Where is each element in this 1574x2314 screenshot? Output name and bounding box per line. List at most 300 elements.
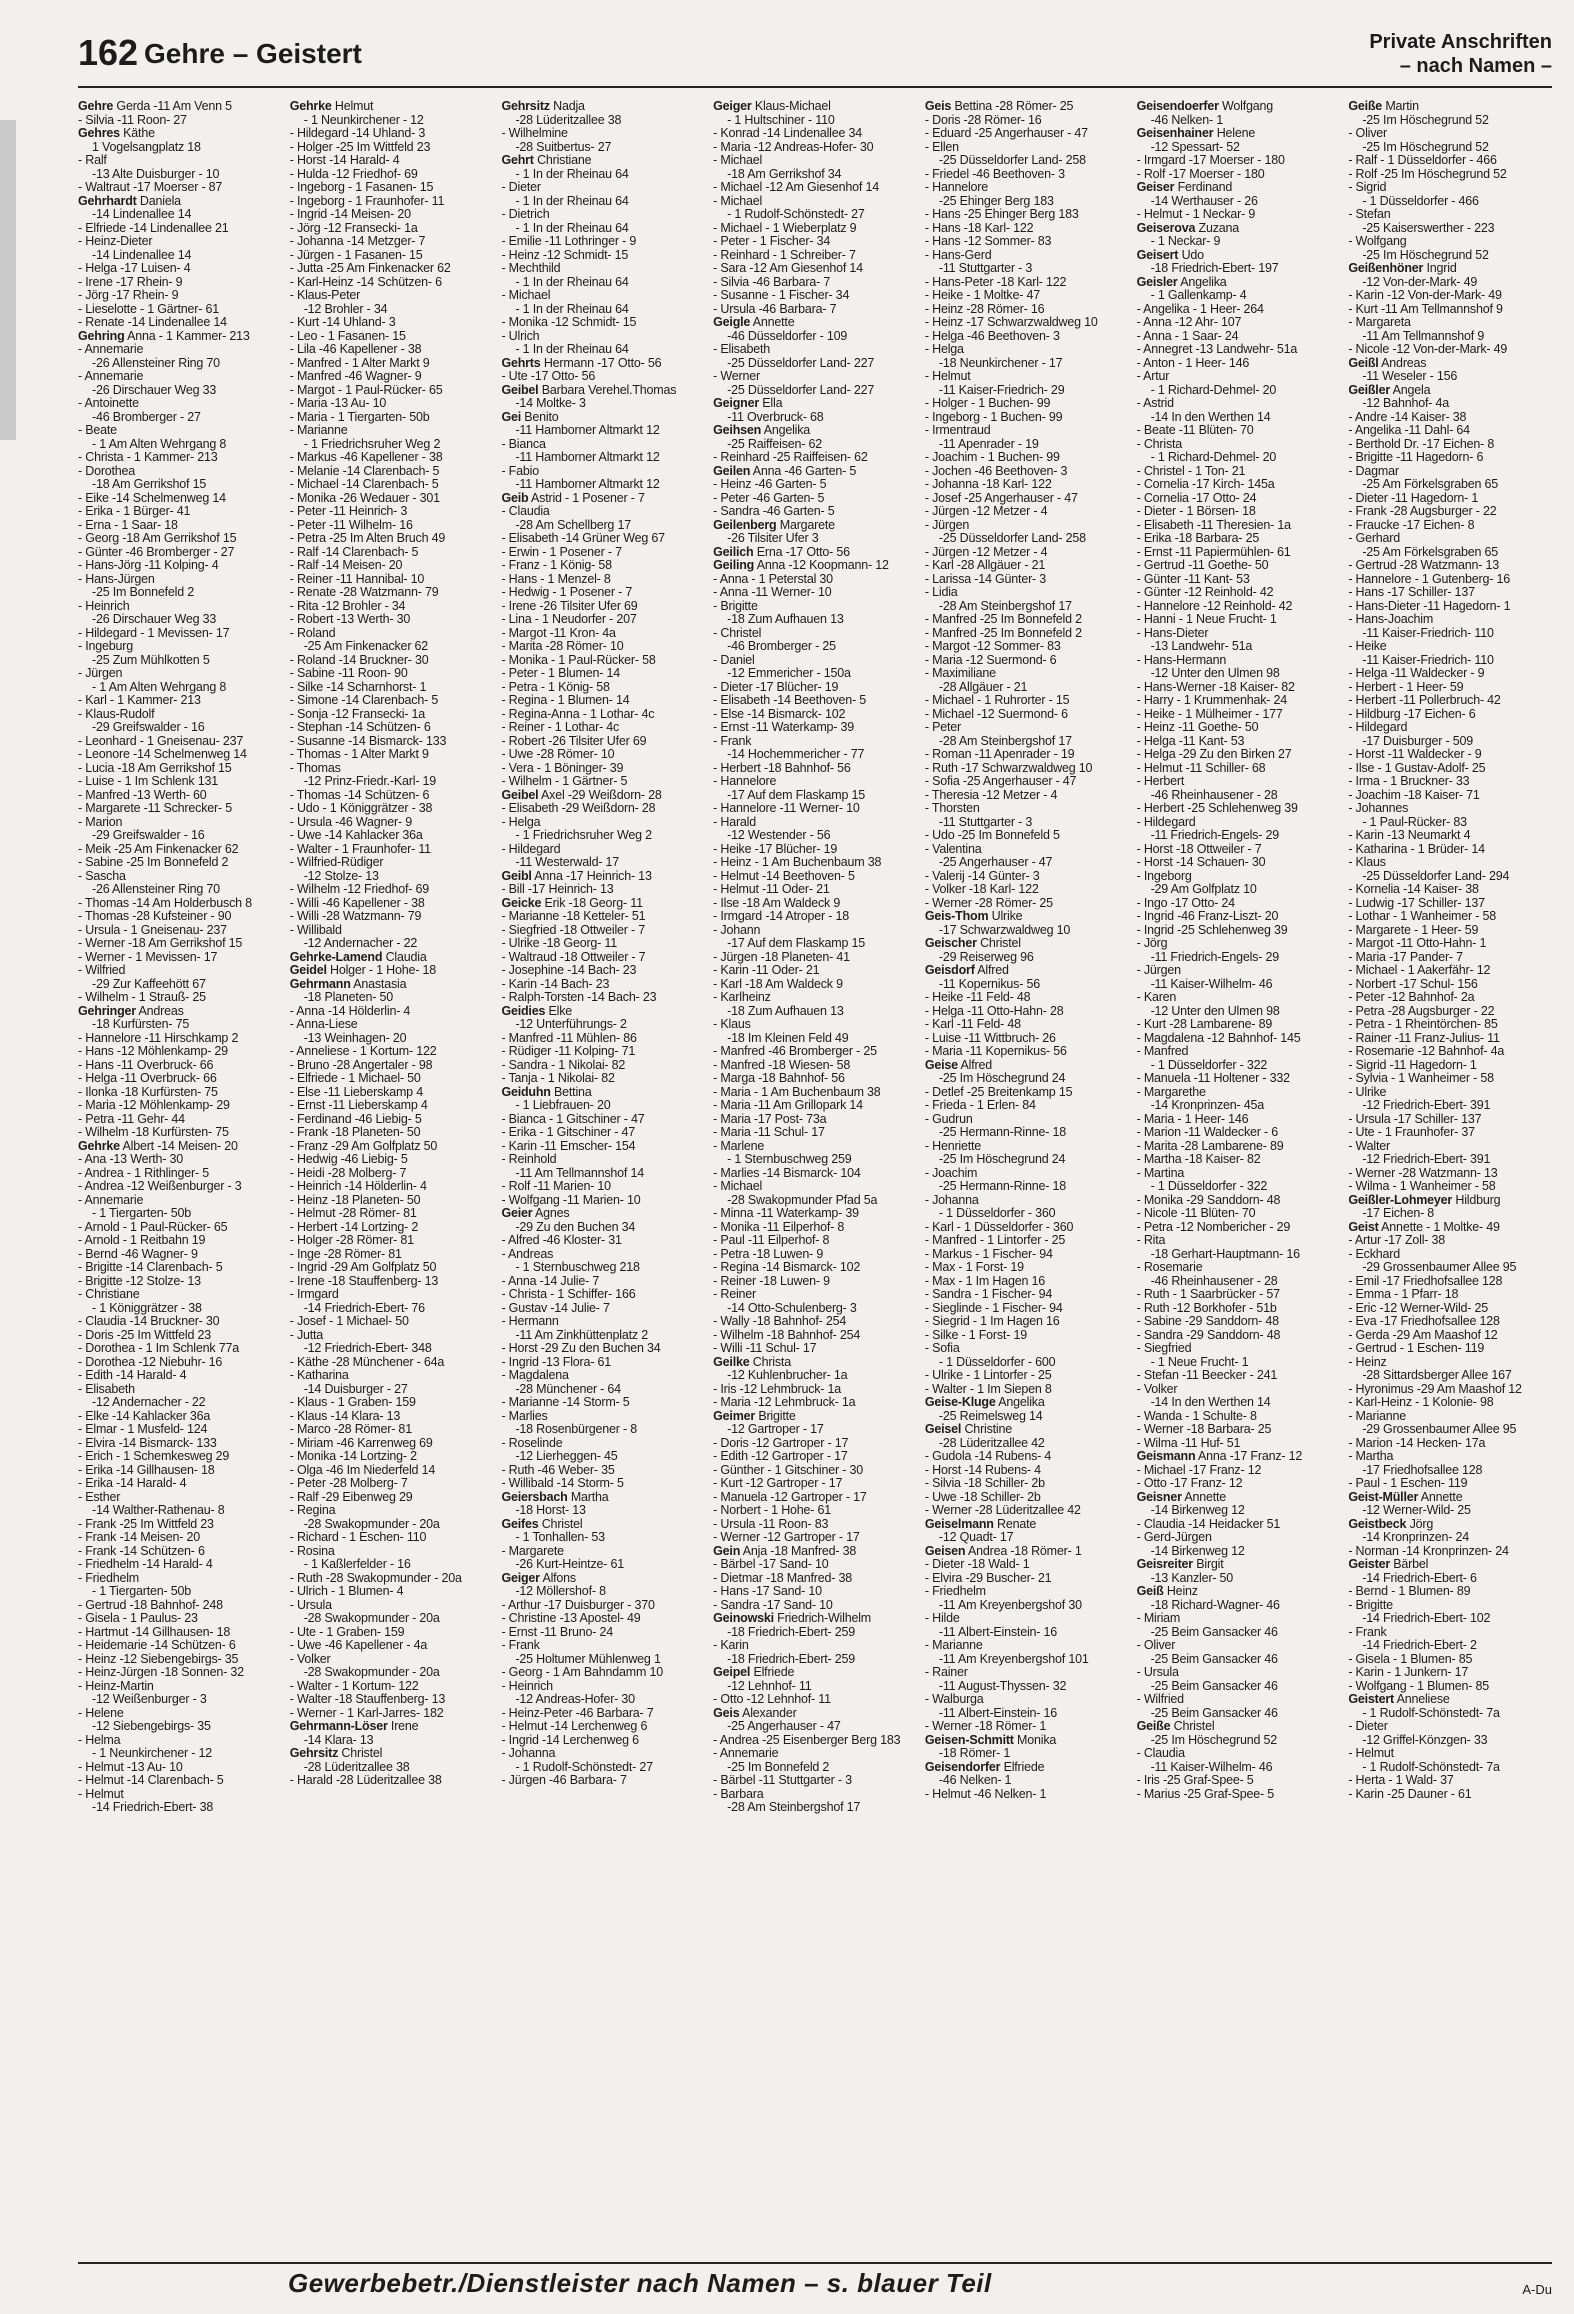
directory-entry xyxy=(713,343,917,357)
entry-text: - Ursula xyxy=(289,1598,332,1612)
directory-entry xyxy=(78,762,282,776)
directory-entry xyxy=(925,708,1129,722)
entry-text: - Herta - 1 Wald- 37 xyxy=(1348,1774,1454,1787)
entry-text: - Luise - 1 Im Schlenk 131 xyxy=(78,775,219,788)
entry-text: - Harald xyxy=(713,815,757,829)
entry-text: - Sigrid xyxy=(1348,181,1387,194)
directory-entry xyxy=(1348,1680,1552,1694)
entry-text: -13 Weinhagen- 20 xyxy=(303,1031,407,1045)
entry-text: -18 Zum Aufhauen 13 xyxy=(727,1004,844,1018)
directory-entry xyxy=(78,937,282,951)
directory-entry xyxy=(925,910,1129,924)
entry-text: - Heike - 1 Mülheimer - 177 xyxy=(1136,707,1283,721)
directory-entry xyxy=(501,1734,705,1748)
entry-text: Käthe xyxy=(123,127,155,140)
entry-text: - Marion xyxy=(78,815,123,829)
entry-text: - Kurt -14 Uhland- 3 xyxy=(289,316,396,329)
entry-text: -17 Duisburger - 509 xyxy=(1362,734,1473,748)
surname: Geibl xyxy=(501,869,532,883)
entry-text: - Iris -12 Lehmbruck- 1a xyxy=(713,1382,842,1396)
directory-entry xyxy=(1137,1288,1341,1302)
directory-entry xyxy=(290,1693,494,1707)
directory-entry xyxy=(713,222,917,236)
directory-entry xyxy=(78,195,282,209)
entry-text: - Leo - 1 Fasanen- 15 xyxy=(289,329,406,343)
entry-text: - Andreas xyxy=(501,1247,554,1261)
directory-entry xyxy=(78,816,282,830)
entry-text: - Claudia -14 Bruckner- 30 xyxy=(78,1315,220,1328)
directory-entry xyxy=(925,532,1129,546)
directory-entry xyxy=(925,856,1129,870)
directory-entry xyxy=(290,991,494,1005)
directory-entry xyxy=(290,303,494,317)
directory-entry xyxy=(1348,384,1552,398)
entry-text: - Ernst -11 Lieberskamp 4 xyxy=(289,1099,428,1112)
surname: Geidel xyxy=(289,964,327,977)
directory-entry xyxy=(290,1180,494,1194)
entry-text: - Artur xyxy=(1136,370,1170,383)
directory-entry xyxy=(78,681,282,695)
directory-entry xyxy=(713,762,917,776)
entry-text: -46 Nelken- 1 xyxy=(1150,113,1224,127)
entry-text: -11 Hamborner Altmarkt 12 xyxy=(515,424,660,437)
directory-entry xyxy=(1348,1707,1552,1721)
directory-entry xyxy=(290,1653,494,1667)
entry-text: - Bianca - 1 Gitschiner - 47 xyxy=(501,1112,645,1126)
directory-entry xyxy=(713,424,917,438)
directory-entry xyxy=(1348,249,1552,263)
directory-entry xyxy=(501,289,705,303)
entry-text: - Helmut xyxy=(1348,1747,1394,1760)
directory-entry xyxy=(925,492,1129,506)
directory-entry xyxy=(290,748,494,762)
directory-entry xyxy=(290,1315,494,1329)
surname: Geiserova xyxy=(1136,221,1196,235)
directory-entry xyxy=(925,1099,1129,1113)
entry-text: -14 Friedrich-Ebert- 6 xyxy=(1362,1571,1477,1585)
directory-entry xyxy=(1348,1734,1552,1748)
entry-text: - Hannelore -12 Reinhold- 42 xyxy=(1136,599,1293,613)
directory-entry xyxy=(1348,1018,1552,1032)
directory-entry xyxy=(1348,1788,1552,1802)
directory-entry xyxy=(1137,1761,1341,1775)
entry-text: - Paul -11 Eilperhof- 8 xyxy=(713,1234,830,1247)
entry-text: - Helga -29 Zu den Birken 27 xyxy=(1136,748,1292,761)
entry-text: Anna -17 Franz- 12 xyxy=(1198,1450,1303,1463)
entry-text: - Doris -28 Römer- 16 xyxy=(924,113,1042,127)
surname: Gei xyxy=(501,410,521,424)
entry-text: Jörg xyxy=(1409,1517,1434,1531)
entry-text: - Sabine -25 Im Bonnefeld 2 xyxy=(78,856,229,869)
directory-entry xyxy=(290,1221,494,1235)
entry-text: - Peter xyxy=(924,721,961,734)
entry-text: - Gertrud -28 Watzmann- 13 xyxy=(1348,559,1499,572)
directory-entry xyxy=(78,775,282,789)
directory-entry xyxy=(501,1005,705,1019)
directory-entry xyxy=(1348,735,1552,749)
entry-text: Daniela xyxy=(139,194,181,208)
directory-entry xyxy=(713,1167,917,1181)
entry-text: - Angelika - 1 Heer- 264 xyxy=(1136,302,1264,316)
directory-entry xyxy=(78,1720,282,1734)
directory-entry xyxy=(925,411,1129,425)
directory-entry xyxy=(501,546,705,560)
directory-entry xyxy=(290,681,494,695)
directory-entry xyxy=(1137,802,1341,816)
directory-entry xyxy=(1137,1693,1341,1707)
entry-text: Anna - 1 Kammer- 213 xyxy=(127,329,250,343)
directory-entry xyxy=(501,411,705,425)
directory-entry xyxy=(501,951,705,965)
directory-entry xyxy=(925,276,1129,290)
entry-text: -11 Kaiser-Wilhelm- 46 xyxy=(1150,977,1273,991)
entry-text: - Ursula -11 Roon- 83 xyxy=(713,1517,829,1531)
directory-entry xyxy=(713,1680,917,1694)
directory-entry xyxy=(78,181,282,195)
directory-entry xyxy=(78,208,282,222)
surname: Geilenberg xyxy=(713,518,777,532)
directory-entry xyxy=(925,1383,1129,1397)
entry-text: - Wilhelmine xyxy=(501,127,568,140)
entry-text: - Rita xyxy=(1136,1234,1166,1247)
directory-entry xyxy=(290,1599,494,1613)
entry-text: -25 Beim Gansacker 46 xyxy=(1150,1625,1278,1639)
directory-entry xyxy=(501,762,705,776)
directory-entry xyxy=(925,478,1129,492)
directory-entry xyxy=(713,1693,917,1707)
entry-text: -12 Stolze- 13 xyxy=(303,869,379,883)
entry-text: - Karin -13 Neumarkt 4 xyxy=(1348,829,1471,842)
entry-text: Elfriede xyxy=(753,1666,795,1679)
entry-text: - Berthold Dr. -17 Eichen- 8 xyxy=(1348,437,1495,451)
entry-text: - Marianne -14 Storm- 5 xyxy=(501,1396,630,1409)
entry-text: -18 Neunkirchener - 17 xyxy=(938,356,1063,370)
entry-text: Heinz xyxy=(1166,1585,1198,1598)
directory-entry xyxy=(290,235,494,249)
surname: Gehre xyxy=(78,100,114,113)
entry-text: - Walter - 1 Fraunhofer- 11 xyxy=(289,842,431,856)
directory-entry xyxy=(78,1329,282,1343)
surname: Geisdorf xyxy=(924,964,975,977)
entry-text: - Lidia xyxy=(924,586,958,599)
directory-entry xyxy=(713,627,917,641)
directory-entry xyxy=(78,1707,282,1721)
directory-entry xyxy=(501,1072,705,1086)
entry-text: - Wally -18 Bahnhof- 254 xyxy=(713,1315,847,1328)
entry-text: - Stefan xyxy=(1348,208,1391,221)
entry-text: Hildburg xyxy=(1455,1193,1501,1207)
directory-entry xyxy=(713,870,917,884)
entry-text: - Claudia xyxy=(501,505,550,518)
entry-text: -14 Werthauser - 26 xyxy=(1150,194,1258,208)
directory-entry xyxy=(1348,208,1552,222)
directory-entry xyxy=(713,1734,917,1748)
entry-text: -12 Andreas-Hofer- 30 xyxy=(515,1693,635,1706)
entry-text: - 1 Tiergarten- 50b xyxy=(92,1585,192,1598)
directory-entry xyxy=(501,1059,705,1073)
directory-entry xyxy=(501,424,705,438)
directory-entry xyxy=(1137,1585,1341,1599)
entry-text: - Anna -12 Ahr- 107 xyxy=(1136,316,1242,329)
directory-entry xyxy=(1348,141,1552,155)
directory-entry xyxy=(501,1518,705,1532)
directory-entry xyxy=(1348,235,1552,249)
page-range-title: Gehre – Geistert xyxy=(144,38,362,69)
entry-text: - Friedhelm -14 Harald- 4 xyxy=(78,1558,213,1571)
entry-text: - 1 Neue Frucht- 1 xyxy=(1150,1355,1249,1369)
entry-text: - Siegrid - 1 Im Hagen 16 xyxy=(924,1315,1060,1328)
directory-entry xyxy=(501,1207,705,1221)
directory-entry xyxy=(290,1531,494,1545)
entry-text: - Wolfgang - 1 Blumen- 85 xyxy=(1348,1679,1489,1693)
entry-text: - Irmgard -14 Atroper - 18 xyxy=(713,910,849,923)
directory-entry xyxy=(925,1531,1129,1545)
directory-entry xyxy=(713,303,917,317)
directory-entry xyxy=(78,721,282,735)
entry-text: - Ingo -17 Otto- 24 xyxy=(1136,896,1235,910)
directory-entry xyxy=(78,829,282,843)
directory-entry xyxy=(1348,1423,1552,1437)
surname: Geisel xyxy=(924,1423,962,1436)
directory-entry xyxy=(1137,1788,1341,1802)
directory-entry xyxy=(501,1140,705,1154)
directory-entry xyxy=(501,870,705,884)
directory-entry xyxy=(925,613,1129,627)
directory-entry xyxy=(78,870,282,884)
directory-entry xyxy=(78,505,282,519)
directory-entry xyxy=(290,559,494,573)
entry-text: -28 Lüderitzallee 38 xyxy=(515,113,622,127)
directory-entry xyxy=(925,168,1129,182)
entry-text: Angelika xyxy=(763,424,811,437)
page-number: 162 xyxy=(78,32,139,73)
entry-text: - Anna -14 Julie- 7 xyxy=(501,1274,600,1288)
directory-entry xyxy=(1137,1261,1341,1275)
directory-entry xyxy=(290,438,494,452)
entry-text: - Maria -12 Suermond- 6 xyxy=(924,653,1057,667)
directory-entry xyxy=(290,465,494,479)
directory-entry xyxy=(501,1234,705,1248)
entry-text: - 1 Richard-Dehmel- 20 xyxy=(1150,383,1277,397)
directory-entry xyxy=(713,492,917,506)
directory-entry xyxy=(1348,1032,1552,1046)
entry-text: - Ruth -46 Weber- 35 xyxy=(501,1463,615,1477)
surname: Geiße xyxy=(1136,1720,1171,1733)
entry-text: - Gertrud -11 Goethe- 50 xyxy=(1136,559,1269,572)
directory-entry xyxy=(501,640,705,654)
directory-entry xyxy=(1137,1342,1341,1356)
entry-text: - Heike xyxy=(1348,640,1387,653)
entry-text: - Hulda -12 Friedhof- 69 xyxy=(289,167,418,181)
directory-entry xyxy=(290,343,494,357)
entry-text: - Frank xyxy=(713,734,752,748)
directory-entry xyxy=(1348,964,1552,978)
directory-entry xyxy=(290,1383,494,1397)
entry-text: - Bernd -46 Wagner- 9 xyxy=(78,1247,198,1261)
directory-entry xyxy=(1137,1626,1341,1640)
entry-text: -18 Zum Aufhauen 13 xyxy=(727,613,844,626)
directory-entry xyxy=(925,235,1129,249)
directory-entry xyxy=(713,1666,917,1680)
entry-text: - Kurt -12 Gartroper - 17 xyxy=(713,1477,843,1490)
entry-text: -25 Im Bonnefeld 2 xyxy=(727,1760,830,1774)
directory-entry xyxy=(78,1612,282,1626)
entry-text: - Jürgen - 1 Fasanen- 15 xyxy=(289,248,423,262)
entry-text: - Lina - 1 Neudorfer - 207 xyxy=(501,613,637,626)
entry-text: - 1 Neunkirchener - 12 xyxy=(92,1747,212,1760)
directory-entry xyxy=(78,384,282,398)
directory-entry xyxy=(713,1464,917,1478)
directory-entry xyxy=(78,424,282,438)
entry-text: Martin xyxy=(1385,100,1419,113)
entry-text: - Siegfried -18 Ottweiler - 7 xyxy=(501,923,645,937)
directory-entry xyxy=(501,478,705,492)
directory-entry xyxy=(501,1194,705,1208)
entry-text: - Horst -11 Waldecker - 9 xyxy=(1348,748,1482,761)
entry-text: -28 Münchener - 64 xyxy=(515,1382,621,1396)
directory-entry xyxy=(1348,222,1552,236)
entry-text: - Herbert - 1 Heer- 59 xyxy=(1348,680,1464,694)
directory-entry xyxy=(713,1572,917,1586)
directory-entry xyxy=(1137,883,1341,897)
directory-entry xyxy=(1348,1153,1552,1167)
directory-entry xyxy=(501,1491,705,1505)
entry-text: -18 Kurfürsten- 75 xyxy=(92,1018,190,1031)
entry-text: - Dieter xyxy=(501,181,541,194)
directory-entry xyxy=(925,735,1129,749)
entry-text: - Maximiliane xyxy=(924,667,996,680)
directory-entry xyxy=(1137,195,1341,209)
entry-text: - Theresia -12 Metzer - 4 xyxy=(924,788,1058,802)
entry-text: Klaus-Michael xyxy=(754,100,831,113)
directory-entry xyxy=(1348,1342,1552,1356)
directory-entry xyxy=(1137,694,1341,708)
directory-entry xyxy=(1137,667,1341,681)
entry-text: -28 Lüderitzallee 38 xyxy=(303,1760,410,1774)
directory-entry xyxy=(925,1329,1129,1343)
entry-text: - Horst -14 Rubens- 4 xyxy=(924,1463,1041,1477)
entry-text: - Werner -28 Römer- 25 xyxy=(924,896,1053,910)
entry-text: -12 Emmericher - 150a xyxy=(727,667,851,680)
entry-text: - Brigitte xyxy=(713,599,758,613)
directory-entry xyxy=(290,951,494,965)
entry-text: -25 Im Bonnefeld 2 xyxy=(92,586,195,599)
directory-entry xyxy=(925,951,1129,965)
directory-entry xyxy=(1137,1572,1341,1586)
entry-text: - Helga -11 Kant- 53 xyxy=(1136,734,1245,748)
entry-text: - Uwe -14 Kahlacker 36a xyxy=(289,829,423,842)
entry-text: - 1 Am Alten Wehrgang 8 xyxy=(92,680,227,694)
entry-text: - Iris -25 Graf-Spee- 5 xyxy=(1136,1774,1254,1787)
directory-entry xyxy=(1348,1302,1552,1316)
directory-entry xyxy=(1137,397,1341,411)
entry-text: -14 In den Werthen 14 xyxy=(1150,410,1271,424)
entry-text: - Karin -11 Emscher- 154 xyxy=(501,1139,636,1153)
directory-entry xyxy=(501,1032,705,1046)
directory-entry xyxy=(1137,910,1341,924)
entry-text: -25 Im Höschegrund 52 xyxy=(1362,113,1489,127)
directory-entry xyxy=(1348,1261,1552,1275)
entry-text: - Sabine -11 Roon- 90 xyxy=(289,667,408,680)
directory-entry xyxy=(290,478,494,492)
directory-entry xyxy=(925,1032,1129,1046)
directory-entry xyxy=(290,735,494,749)
entry-text: -11 Albert-Einstein- 16 xyxy=(938,1706,1058,1720)
directory-entry xyxy=(713,1302,917,1316)
entry-text: - Heike -17 Blücher- 19 xyxy=(713,842,838,856)
entry-text: -18 Richard-Wagner- 46 xyxy=(1150,1598,1280,1612)
entry-text: Hermann -17 Otto- 56 xyxy=(543,356,662,370)
directory-entry xyxy=(1348,546,1552,560)
surname: Gehrmann xyxy=(289,977,351,991)
entry-text: - Ingrid -29 Am Golfplatz 50 xyxy=(289,1261,437,1274)
directory-entry xyxy=(290,100,494,114)
directory-entry xyxy=(501,1626,705,1640)
entry-text: -29 Grossenbaumer Allee 95 xyxy=(1362,1423,1517,1436)
entry-text: - Ilse - 1 Gustav-Adolf- 25 xyxy=(1348,761,1486,775)
directory-entry xyxy=(501,1774,705,1788)
entry-text: - Helmut xyxy=(924,370,971,383)
directory-entry xyxy=(925,546,1129,560)
entry-text: - Maria -13 Au- 10 xyxy=(289,397,387,410)
entry-text: - Marlene xyxy=(713,1139,765,1153)
entry-text: - Regina-Anna - 1 Lothar- 4c xyxy=(501,707,655,721)
directory-entry xyxy=(1348,1491,1552,1505)
directory-entry xyxy=(1137,519,1341,533)
entry-text: -29 Zu den Buchen 34 xyxy=(515,1220,636,1234)
entry-text: - Bärbel -17 Sand- 10 xyxy=(713,1558,829,1571)
directory-entry xyxy=(290,195,494,209)
directory-entry xyxy=(713,249,917,263)
entry-text: -11 Friedrich-Engels- 29 xyxy=(1150,950,1279,964)
directory-entry xyxy=(1348,1518,1552,1532)
directory-entry xyxy=(290,775,494,789)
footer-region-ref: A-Du xyxy=(1522,2282,1552,2297)
directory-entry xyxy=(1137,708,1341,722)
directory-entry xyxy=(925,1045,1129,1059)
directory-entry xyxy=(713,1504,917,1518)
surname: Geilich xyxy=(713,545,754,559)
entry-text: - Regina xyxy=(289,1504,336,1517)
entry-text: Margarete xyxy=(779,518,835,532)
entry-text: -11 Friedrich-Engels- 29 xyxy=(1150,829,1279,842)
directory-entry xyxy=(290,370,494,384)
entry-text: -12 Von-der-Mark- 49 xyxy=(1362,275,1478,289)
directory-entry xyxy=(1348,910,1552,924)
directory-entry xyxy=(78,1464,282,1478)
directory-entry xyxy=(1348,856,1552,870)
entry-text: - Nicole -11 Blüten- 70 xyxy=(1136,1207,1256,1220)
entry-text: - Ulrike -18 Georg- 11 xyxy=(501,937,617,950)
entry-text: - Johannes xyxy=(1348,802,1409,815)
entry-text: - Ursula - 1 Gneisenau- 237 xyxy=(78,923,227,937)
directory-entry xyxy=(925,1059,1129,1073)
directory-entry xyxy=(78,843,282,857)
entry-text: - Jürgen -18 Planeten- 41 xyxy=(713,950,850,964)
directory-entry xyxy=(1137,424,1341,438)
entry-text: - Willi -46 Kapellener - 38 xyxy=(289,896,425,910)
directory-entry xyxy=(925,1423,1129,1437)
entry-text: Wolfgang xyxy=(1222,100,1274,113)
directory-entry xyxy=(290,1518,494,1532)
directory-entry xyxy=(78,1788,282,1802)
entry-text: - Ursula -46 Barbara- 7 xyxy=(713,302,837,316)
entry-text: - Oliver xyxy=(1348,127,1387,140)
directory-entry xyxy=(501,1342,705,1356)
directory-entry xyxy=(290,1585,494,1599)
directory-entry xyxy=(1137,478,1341,492)
entry-text: - Sandra - 1 Nikolai- 82 xyxy=(501,1058,626,1072)
